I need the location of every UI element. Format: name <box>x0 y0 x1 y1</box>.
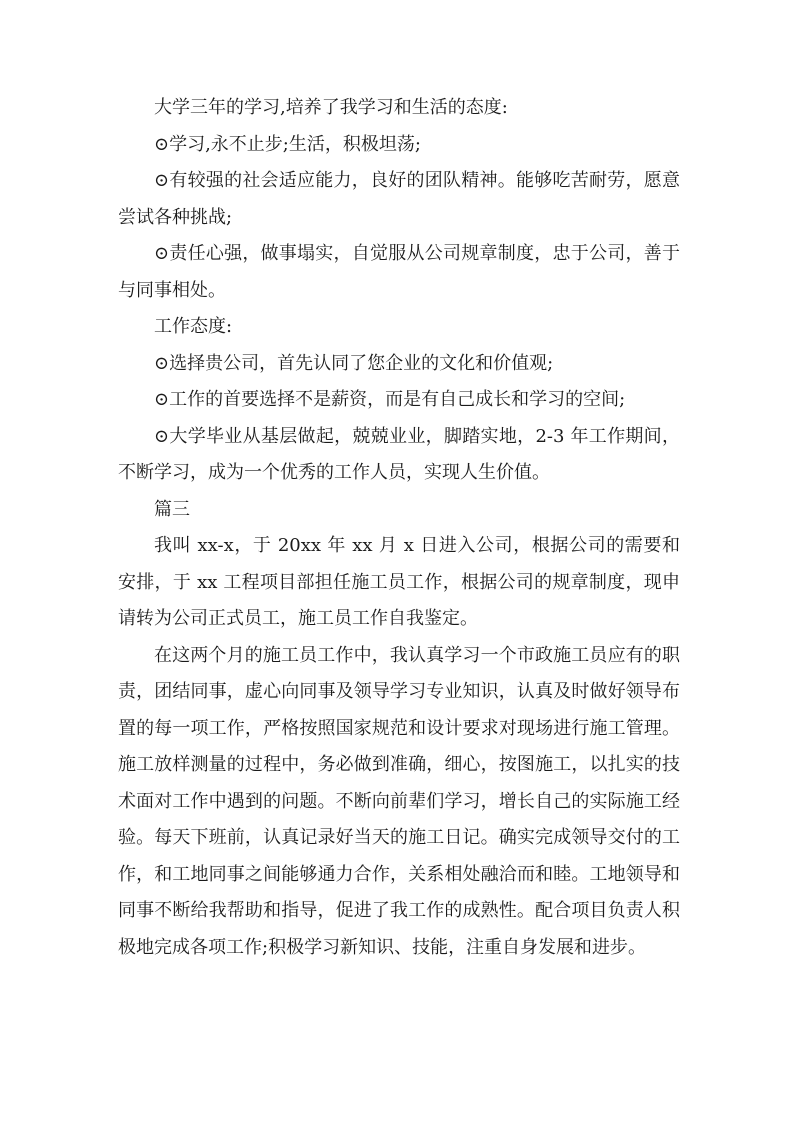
paragraph-bullet-study: ⊙学习,永不止步;生活，积极坦荡; <box>154 133 421 155</box>
paragraph-bullet-company-culture: ⊙选择贵公司，首先认同了您企业的文化和价值观; <box>154 352 554 374</box>
paragraph-introduction: 我叫 xx-x，于 20xx 年 xx 月 x 日进入公司，根据公司的需要和安排，于 xx 工程项目部担任施工员工作，根据公司的规章制度，现申请转为公司正式员工，施工员工作自我鉴定。 <box>118 535 680 629</box>
paragraph-bullet-responsibility: ⊙责任心强，做事塌实，自觉服从公司规章制度，忠于公司，善于与同事相处。 <box>118 243 680 301</box>
document-body <box>118 90 680 966</box>
paragraph-attitude-intro: 大学三年的学习,培养了我学习和生活的态度: <box>154 97 508 118</box>
paragraph-work-summary: 在这两个月的施工员工作中，我认真学习一个市政施工员应有的职责，团结同事，虚心向同事及领导学习专业知识，认真及时做好领导布置的每一项工作，严格按照国家规范和设计要求对现场进行施工管理。施工放样测量的过程中，务必做到准确，细心，按图施工，以扎实的技术面对工作中遇到的问题。不断向前辈们学习，增长自己的实际施工经验。每天下班前，认真记录好当天的施工日记。确实完成领导交付的工作，和工地同事之间能够通力合作，关系相处融洽而和睦。工地领导和同事不断给我帮助和指导，促进了我工作的成熟性。配合项目负责人积极地完成各项工作;积极学习新知识、技能，注重自身发展和进步。 <box>118 644 680 958</box>
section-heading-part-three: 篇三 <box>154 498 190 520</box>
paragraph-bullet-growth: ⊙工作的首要选择不是薪资，而是有自己成长和学习的空间; <box>154 389 626 410</box>
paragraph-bullet-career: ⊙大学毕业从基层做起，兢兢业业，脚踏实地，2-3 年工作期间，不断学习，成为一个优秀的工作人员，实现人生价值。 <box>118 425 680 483</box>
paragraph-bullet-adaptability: ⊙有较强的社会适应能力，良好的团队精神。能够吃苦耐劳，愿意尝试各种挑战; <box>118 170 680 228</box>
paragraph-work-attitude-heading: 工作态度: <box>154 316 233 337</box>
